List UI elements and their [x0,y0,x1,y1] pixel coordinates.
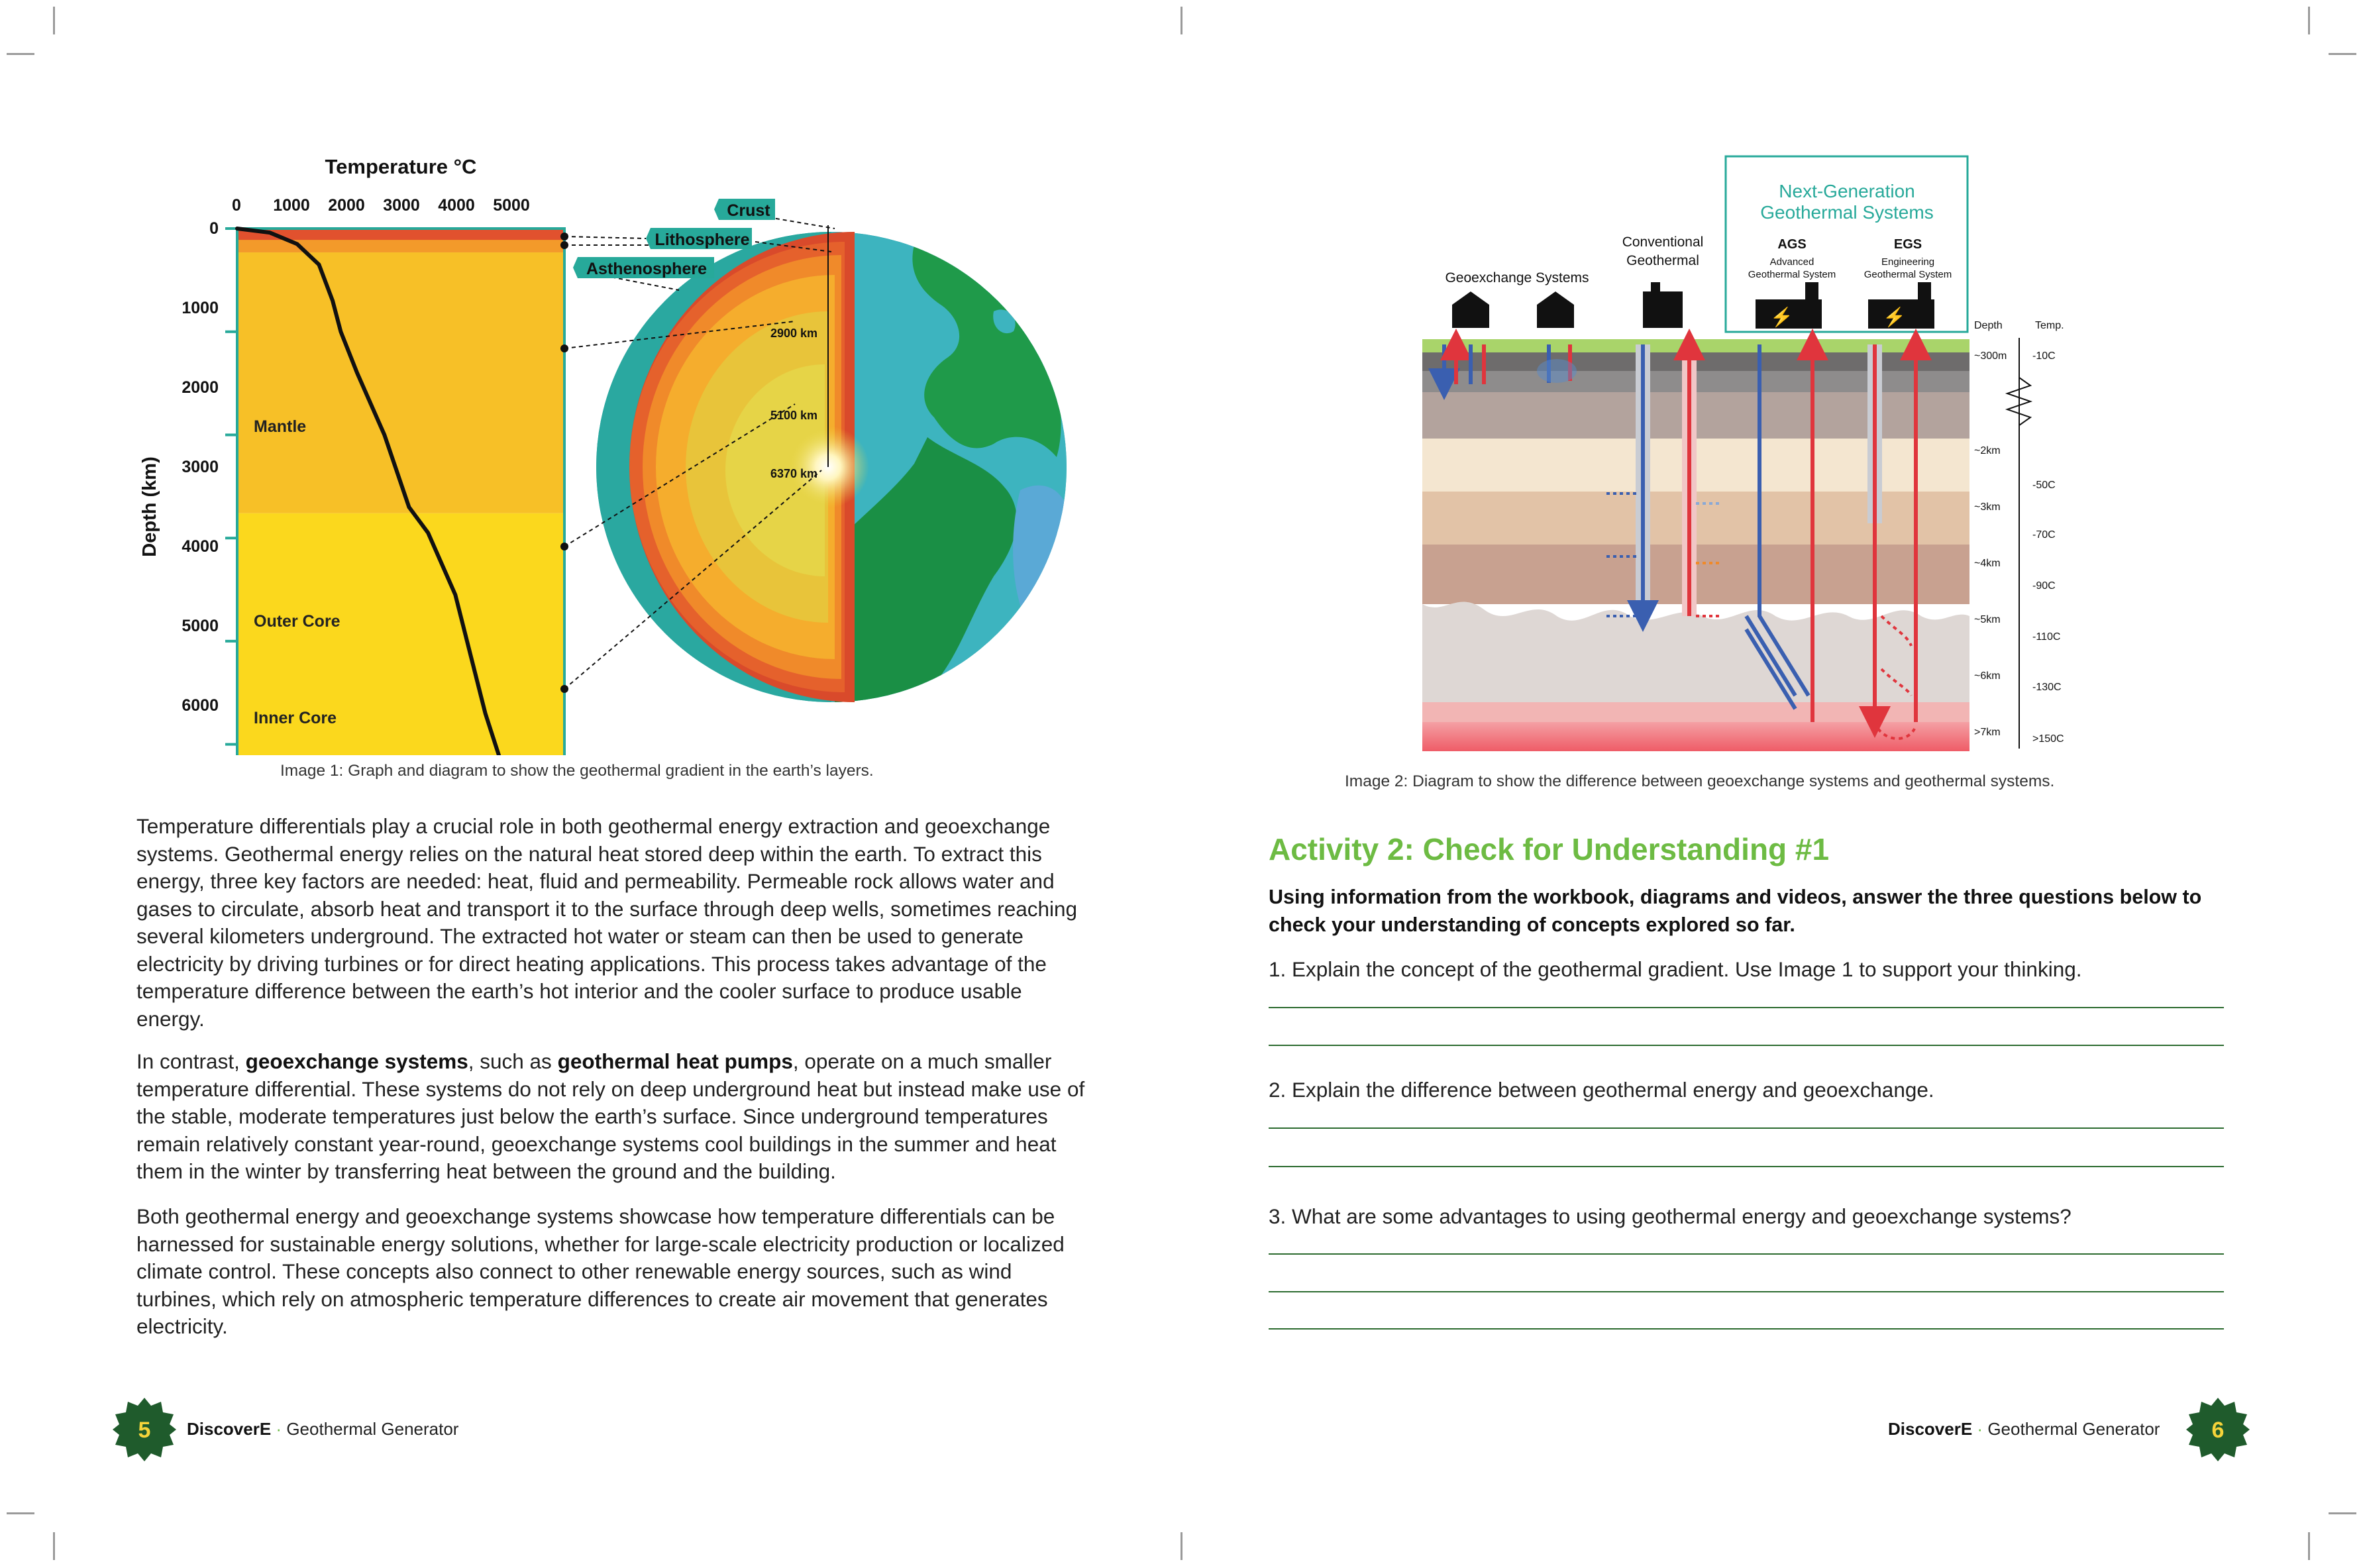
x-tick-label: 2000 [328,196,365,215]
egs-subtitle: Engineering [1881,256,1935,268]
callout-lithosphere [646,228,752,249]
temp-label: -90C [2032,580,2056,592]
egs-subtitle: Geothermal System [1864,269,1952,280]
answer-line-q3[interactable] [1269,1328,2224,1330]
chart-y-title: Depth (km) [139,456,160,557]
ags-title: AGS [1777,237,1807,252]
callout-crust [714,199,775,220]
egs-title: EGS [1893,237,1922,252]
y-tick-label: 6000 [182,696,219,715]
page-number-badge-left [111,1396,178,1463]
power-plant-icon [1643,282,1683,328]
temp-label: -10C [2032,350,2056,362]
page-number-badge-right [2185,1396,2251,1463]
depth-label: ~4km [1974,558,2001,569]
temp-label: -130C [2032,682,2062,693]
body-paragraph-3: Both geothermal energy and geoexchange systems showcase how temperature differentials can be harnessed for sustainable energy solutions, whether for large-scale electricity production or localized climate control. These concepts also connect to other renewable energy sources, such as wind turbines, which rely on atmospheric temperature differences to create air movement that generates electricity. [136,1204,1065,1338]
depth-label: ~6km [1974,670,2001,682]
question-2: 2. Explain the difference between geothermal energy and geoexchange. [1269,1078,1934,1102]
x-tick-label: 5000 [493,196,530,215]
temp-label: -110C [2032,631,2061,643]
crop-mark [53,1532,55,1560]
image1-caption: Image 1: Graph and diagram to show the geothermal gradient in the earth’s layers. [280,762,874,780]
temp-label: >150C [2032,733,2064,745]
layer-bands [237,229,564,755]
layer-band [237,240,564,252]
crop-mark [2308,1532,2310,1560]
earth-cutaway [596,225,1073,715]
footer-left: DiscoverE · Geothermal Generator [187,1419,459,1439]
conventional-label: Geothermal [1626,253,1699,268]
crop-mark [2329,1512,2356,1514]
temp-header: Temp. [2035,320,2064,331]
depth-label: ~2km [1974,445,2001,456]
depth-label: ~5km [1974,614,2001,625]
answer-line-q1[interactable] [1269,1007,2224,1008]
page-number: 5 [138,1418,151,1443]
depth-mark: 5100 km [770,409,818,422]
x-tick-label: 3000 [383,196,420,215]
geoexchange-label: Geoexchange Systems [1445,270,1589,286]
image2-caption: Image 2: Diagram to show the difference between geoexchange systems and geothermal systems. [1345,772,2055,790]
page-number: 6 [2211,1418,2225,1443]
crop-mark [2329,53,2356,55]
crop-mark [53,7,55,34]
question-3: 3. What are some advantages to using geothermal energy and geoexchange systems? [1269,1204,2072,1228]
depth-label: ~3km [1974,501,2001,513]
y-tick-label: 3000 [182,458,219,476]
body-paragraph-1: Temperature differentials play a crucial role in both geothermal energy extraction and geoexchange systems. Geothermal energy relies on the natural heat stored deep within the earth. To extract this energy, three key factors are needed: heat, fluid and permeability. Permeable rock allows water and gases to circulate, absorb heat and transport it to the surface through deep wells, sometimes reaching several kilometers underground. The extracted hot water or steam can then be used to generate electricity by driving turbines or for direct heating applications. This process takes advantage of the temperature difference between the earth’s hot interior and the cooler surface to produce usable energy. [136,814,1078,1031]
depth-mark: 2900 km [770,327,818,340]
crop-mark [7,1512,34,1514]
answer-line-q1[interactable] [1269,1045,2224,1046]
next-gen-title: Geothermal Systems [1760,202,1934,223]
y-tick-label: 2000 [182,378,219,397]
svg-text:Lithosphere: Lithosphere [655,231,750,249]
image2-figure [1418,152,2080,762]
activity-intro: Using information from the workbook, diagrams and videos, answer the three questions below to check your understanding of concepts explored so far. [1269,886,2202,936]
svg-text:Asthenosphere: Asthenosphere [586,260,707,278]
answer-line-q3[interactable] [1269,1253,2224,1255]
ags-subtitle: Advanced [1769,256,1814,268]
house-icon [1452,291,1574,328]
bolt-icon: ⚡ [1883,307,1906,327]
layer-label-outer-core: Outer Core [254,612,341,631]
crop-mark [1181,7,1182,34]
conventional-label: Conventional [1622,235,1704,250]
footer-right: DiscoverE · Geothermal Generator [1888,1419,2160,1439]
layer-label-mantle: Mantle [254,417,307,436]
x-tick-label: 4000 [438,196,475,215]
crop-mark [7,53,34,55]
chart-x-title: Temperature °C [325,155,477,178]
y-tick-label: 1000 [182,299,219,317]
image1-figure [132,146,1100,755]
y-tick-label: 4000 [182,537,219,556]
body-paragraph-2: In contrast, geoexchange systems, such as geothermal heat pumps, operate on a much smaller temperature differential. These systems do not rely on deep underground heat but instead make use of the stable, moderate temperatures just below the earth’s surface. Since underground temperatures remain relatively constant year-round, geoexchange systems cool buildings in the summer and heat them in the winter by transferring heat between the ground and the building. [136,1049,1085,1183]
activity-title: Activity 2: Check for Understanding #1 [1269,832,1830,866]
crop-mark [2308,7,2310,34]
svg-text:Crust: Crust [727,201,770,220]
x-tick-label: 1000 [273,196,310,215]
answer-line-q3[interactable] [1269,1291,2224,1292]
depth-label: ~300m [1974,350,2007,362]
depth-header: Depth [1974,320,2003,331]
depth-label: >7km [1974,727,2001,738]
y-tick-label: 0 [209,219,219,238]
temp-label: -70C [2032,529,2056,541]
layer-label-inner-core: Inner Core [254,709,337,727]
next-gen-title: Next-Generation [1779,181,1915,201]
callout-asthenosphere [573,257,714,278]
question-1: 1. Explain the concept of the geothermal gradient. Use Image 1 to support your thinking. [1269,957,2082,981]
y-tick-label: 5000 [182,617,219,635]
bolt-icon: ⚡ [1770,307,1793,327]
temp-label: -50C [2032,480,2056,491]
answer-line-q2[interactable] [1269,1127,2224,1129]
ags-subtitle: Geothermal System [1748,269,1836,280]
crop-mark [1181,1532,1182,1560]
answer-line-q2[interactable] [1269,1166,2224,1167]
x-tick-label: 0 [232,196,241,215]
layer-band [237,252,564,513]
depth-mark: 6370 km [770,467,818,480]
